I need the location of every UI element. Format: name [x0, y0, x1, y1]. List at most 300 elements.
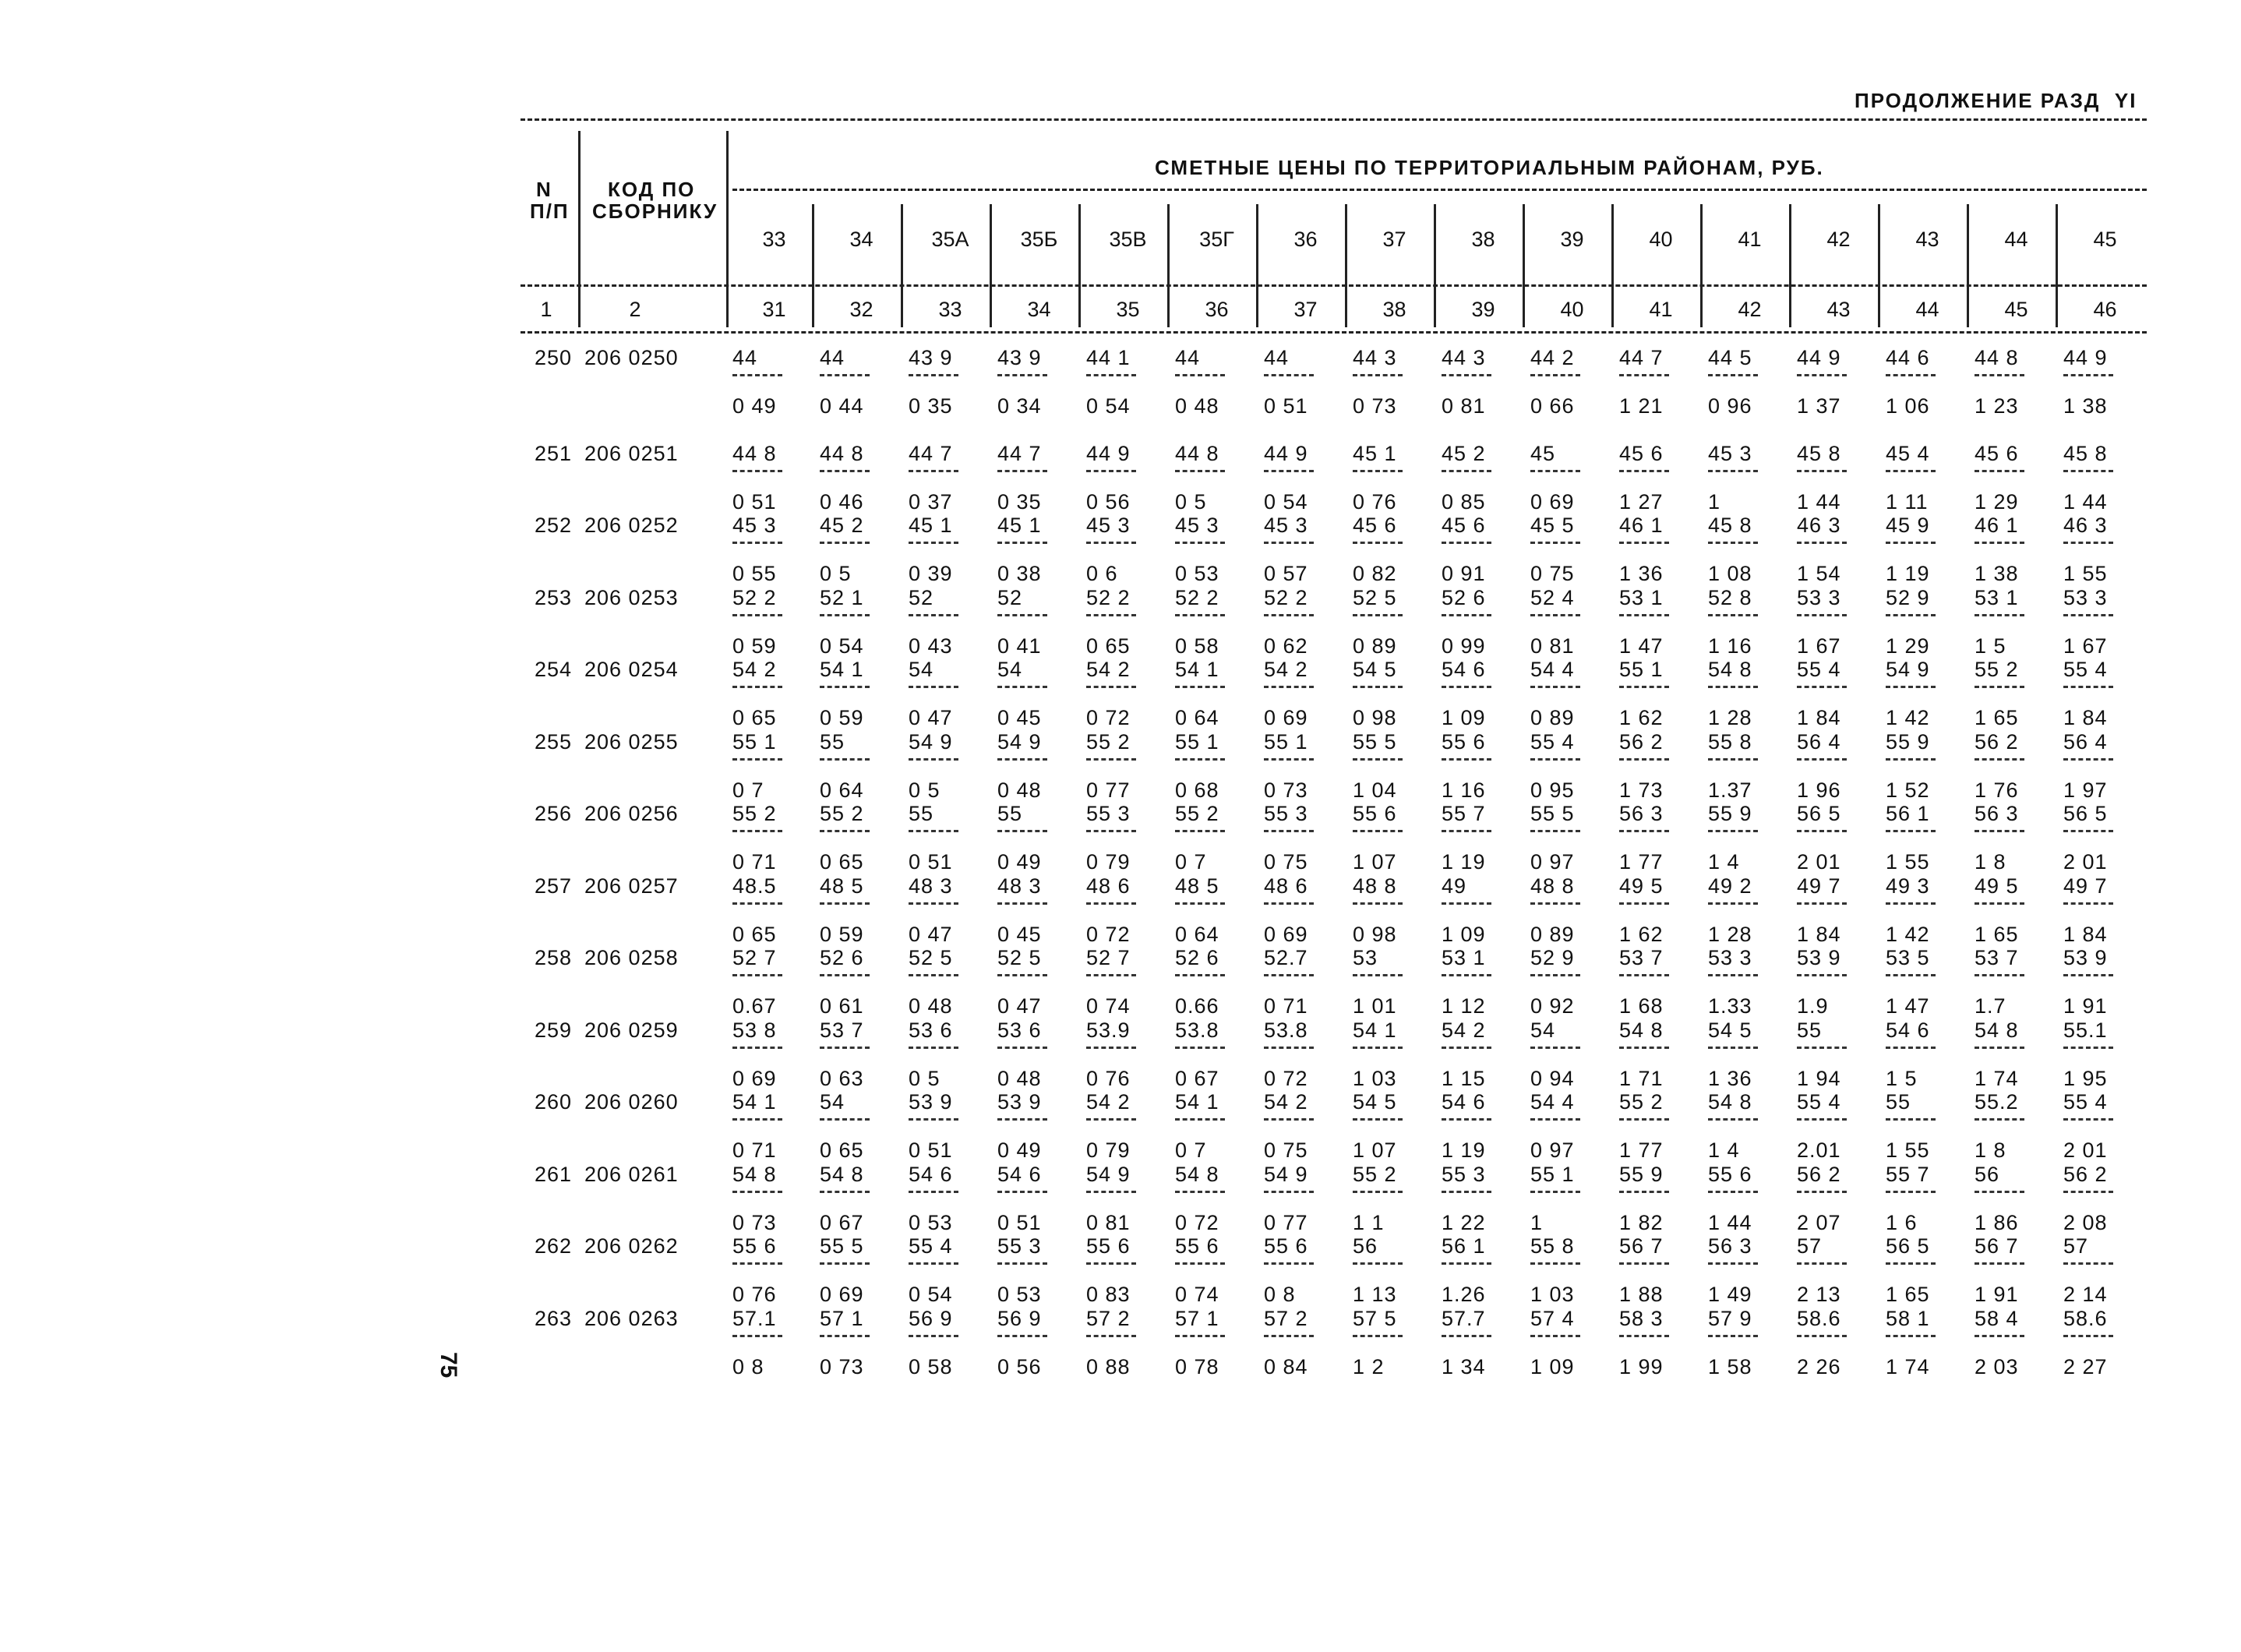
price-value-lower: 0 51: [997, 1210, 1042, 1234]
price-value-lower: 1 42: [1886, 706, 1930, 729]
price-value-lower: 0 65: [1086, 634, 1131, 658]
fraction-line: [1797, 1118, 1847, 1121]
fraction-line: [1619, 830, 1669, 832]
price-value-lower: 1 07: [1353, 1138, 1397, 1162]
price-value-lower: 2.01: [1797, 1138, 1841, 1162]
price-value: 45 1: [997, 514, 1042, 537]
price-value-lower: 0 66: [1530, 394, 1575, 418]
price-value-lower: 2 01: [2063, 850, 2108, 874]
price-value: 55 5: [1530, 802, 1575, 825]
fraction-line: [1264, 902, 1314, 905]
price-value: 55 9: [1886, 729, 1930, 754]
fraction-line: [1353, 1118, 1403, 1121]
fraction-line: [1086, 830, 1136, 832]
price-value: 49 5: [1619, 874, 1664, 898]
fraction-line: [2063, 374, 2113, 376]
district-header: 41: [1738, 228, 1762, 251]
price-value: 55 8: [1530, 1234, 1575, 1258]
price-value: 54 6: [1886, 1018, 1930, 1042]
price-value-lower: 0 48: [909, 994, 953, 1018]
price-value: 45 8: [1797, 441, 1841, 465]
price-value-lower: 1 84: [2063, 922, 2108, 946]
fraction-line: [1442, 1047, 1491, 1049]
price-value-lower: 1 71: [1619, 1066, 1664, 1090]
price-value: 54 9: [909, 729, 953, 754]
row-number: 251: [535, 441, 573, 465]
price-value: 48 3: [909, 874, 953, 898]
fraction-line: [1353, 1047, 1403, 1049]
price-value: 45 5: [1530, 514, 1575, 537]
fraction-line: [820, 830, 870, 832]
fraction-line: [1264, 1191, 1314, 1193]
row-code: 206 0257: [584, 874, 679, 898]
fraction-line: [909, 374, 958, 376]
price-value: 45 4: [1886, 441, 1930, 465]
fraction-line: [2063, 1262, 2113, 1265]
price-value: 54 8: [1708, 1090, 1752, 1114]
price-value: 54 1: [1353, 1018, 1397, 1042]
price-value: 54 8: [820, 1162, 864, 1186]
price-value-lower: 1 97: [2063, 778, 2108, 802]
price-value: 55 3: [1086, 802, 1131, 825]
price-value: 54 6: [1442, 658, 1486, 681]
fraction-line: [1442, 974, 1491, 976]
fraction-line: [1264, 614, 1314, 616]
price-value: 55 9: [1708, 802, 1752, 825]
price-value-lower: 1 37: [1797, 394, 1841, 418]
price-value: 48 3: [997, 874, 1042, 898]
fraction-line: [909, 1191, 958, 1193]
district-header: 44: [2004, 228, 2028, 251]
price-value-lower: 1.33: [1708, 994, 1752, 1018]
price-value: 55 1: [1175, 729, 1219, 754]
price-value-lower: 0 94: [1530, 1066, 1575, 1090]
price-value: 52 7: [1086, 946, 1131, 969]
district-header: 37: [1382, 228, 1406, 251]
fraction-line: [1175, 1262, 1225, 1265]
price-value: 53 7: [820, 1018, 864, 1042]
price-value-lower: 1 38: [2063, 394, 2108, 418]
fraction-line: [732, 686, 782, 688]
price-value: 54 2: [732, 658, 777, 681]
price-value-lower: 0 69: [1264, 922, 1308, 946]
price-value: 44: [820, 346, 845, 369]
fraction-line: [1353, 374, 1403, 376]
fraction-line: [997, 542, 1047, 544]
price-value: 54: [909, 658, 934, 681]
price-value: 55 1: [1264, 729, 1308, 754]
price-value: 44: [732, 346, 758, 369]
row-code: 206 0254: [584, 658, 679, 681]
price-value: 44: [1264, 346, 1290, 369]
fraction-line: [1086, 1262, 1136, 1265]
price-value-lower: 1 54: [1797, 562, 1841, 585]
price-value-lower: 0 84: [1264, 1354, 1308, 1378]
price-value: 53 8: [732, 1018, 777, 1042]
price-value: 55 4: [2063, 658, 2108, 681]
price-value-lower: 0 79: [1086, 1138, 1131, 1162]
price-value-lower: 1 03: [1353, 1066, 1397, 1090]
price-value-lower: 1.7: [1975, 994, 2006, 1018]
fraction-line: [1175, 1118, 1225, 1121]
price-value: 54 5: [1708, 1018, 1752, 1042]
fraction-line: [1353, 830, 1403, 832]
price-value-lower: 0 98: [1353, 922, 1397, 946]
price-value: 45 6: [1975, 441, 2019, 465]
price-value-lower: 0 64: [820, 778, 864, 802]
price-value: 54 5: [1353, 658, 1397, 681]
district-header: 35А: [931, 228, 969, 251]
price-value: 58 1: [1886, 1306, 1930, 1330]
fraction-line: [1353, 1335, 1403, 1337]
col-num: 2: [629, 298, 641, 321]
fraction-line: [1086, 614, 1136, 616]
price-value: 46 3: [1797, 514, 1841, 537]
fraction-line: [997, 1262, 1047, 1265]
fraction-line: [1797, 1047, 1847, 1049]
fraction-line: [1353, 974, 1403, 976]
fraction-line: [1264, 1262, 1314, 1265]
fraction-line: [732, 902, 782, 905]
price-value-lower: 2 27: [2063, 1354, 2108, 1378]
price-value-lower: 1 74: [1975, 1066, 2019, 1090]
fraction-line: [1175, 470, 1225, 472]
price-value-lower: 1 12: [1442, 994, 1486, 1018]
price-value-lower: 1 1: [1353, 1210, 1385, 1234]
price-value-lower: 0 58: [1175, 634, 1219, 658]
price-value: 53 1: [1619, 585, 1664, 609]
fraction-line: [1619, 974, 1669, 976]
fraction-line: [1797, 374, 1847, 376]
price-value-lower: 0 95: [1530, 778, 1575, 802]
price-value-lower: 0 67: [820, 1210, 864, 1234]
price-value-lower: 0 73: [820, 1354, 864, 1378]
price-value: 49 2: [1708, 874, 1752, 898]
price-value: 56: [1353, 1234, 1378, 1258]
fraction-line: [1797, 758, 1847, 761]
price-value: 52 2: [1086, 585, 1131, 609]
price-value-lower: 0 35: [997, 489, 1042, 514]
price-value-lower: 0 48: [997, 1066, 1042, 1090]
fraction-line: [1619, 1118, 1669, 1121]
fraction-line: [732, 542, 782, 544]
price-value: 57: [2063, 1234, 2089, 1258]
fraction-line: [1975, 614, 2024, 616]
price-value: 55 2: [1619, 1090, 1664, 1114]
price-value: 44 6: [1886, 346, 1930, 369]
price-value: 57: [1797, 1234, 1823, 1258]
fraction-line: [1886, 1047, 1936, 1049]
price-value: 54 8: [1975, 1018, 2019, 1042]
price-value: 45 1: [1353, 441, 1397, 465]
fraction-line: [1086, 1335, 1136, 1337]
price-value: 53 5: [1886, 946, 1930, 969]
price-value: 55 3: [1264, 802, 1308, 825]
price-value: 44 5: [1708, 346, 1752, 369]
price-value-lower: 0 79: [1086, 850, 1131, 874]
fraction-line: [909, 902, 958, 905]
fraction-line: [1175, 830, 1225, 832]
price-value: 58.6: [2063, 1306, 2108, 1330]
fraction-line: [909, 470, 958, 472]
price-value-lower: 0 53: [1175, 562, 1219, 585]
fraction-line: [1797, 1191, 1847, 1193]
price-value-lower: 1: [1530, 1210, 1544, 1234]
col-num: 43: [1826, 298, 1851, 321]
price-value-lower: 1 55: [1886, 1138, 1930, 1162]
price-value: 44 9: [1086, 441, 1131, 465]
price-value-lower: 1 29: [1975, 489, 2019, 514]
price-value-lower: 0 44: [820, 394, 864, 418]
price-value-lower: 0 46: [820, 489, 864, 514]
price-value: 54 1: [1175, 1090, 1219, 1114]
price-value-lower: 0 97: [1530, 1138, 1575, 1162]
price-value-lower: 0 57: [1264, 562, 1308, 585]
price-value: 56 7: [1975, 1234, 2019, 1258]
fraction-line: [1264, 1047, 1314, 1049]
fraction-line: [1530, 470, 1580, 472]
price-value: 49 5: [1975, 874, 2019, 898]
price-value-lower: 0 73: [1353, 394, 1397, 418]
fraction-line: [1886, 758, 1936, 761]
price-value: 44 7: [1619, 346, 1664, 369]
fraction-line: [1175, 902, 1225, 905]
fraction-line: [1353, 542, 1403, 544]
fraction-line: [1886, 1118, 1936, 1121]
price-value-lower: 0 75: [1264, 1138, 1308, 1162]
price-value-lower: 0 82: [1353, 562, 1397, 585]
fraction-line: [997, 1191, 1047, 1193]
row-number: 256: [535, 802, 573, 825]
price-value-lower: 0 77: [1086, 778, 1131, 802]
num-label: N: [536, 178, 552, 201]
col-num: 44: [1915, 298, 1939, 321]
price-value-lower: 0 47: [909, 706, 953, 729]
price-value-lower: 1 88: [1619, 1283, 1664, 1306]
fraction-line: [1530, 1191, 1580, 1193]
price-value: 56 1: [1442, 1234, 1486, 1258]
fraction-line: [1442, 1118, 1491, 1121]
price-value: 45 3: [1086, 514, 1131, 537]
price-value-lower: 2 08: [2063, 1210, 2108, 1234]
price-value: 44 9: [2063, 346, 2108, 369]
price-value: 55: [997, 802, 1023, 825]
price-value: 56 2: [1797, 1162, 1841, 1186]
header-top-rule: [521, 118, 2147, 121]
fraction-line: [909, 1118, 958, 1121]
price-value-lower: 1 62: [1619, 922, 1664, 946]
price-value: 58 3: [1619, 1306, 1664, 1330]
price-value-lower: 1 09: [1530, 1354, 1575, 1378]
price-value: 56 1: [1886, 802, 1930, 825]
fraction-line: [1175, 1191, 1225, 1193]
fraction-line: [732, 470, 782, 472]
price-value: 44: [1175, 346, 1201, 369]
fraction-line: [997, 758, 1047, 761]
fraction-line: [997, 686, 1047, 688]
fraction-line: [732, 1191, 782, 1193]
price-value-lower: 2 26: [1797, 1354, 1841, 1378]
price-value-lower: 1 4: [1708, 850, 1740, 874]
price-value: 55.1: [2063, 1018, 2108, 1042]
price-value: 46 3: [2063, 514, 2108, 537]
district-header: 36: [1293, 228, 1318, 251]
price-value-lower: 0 7: [732, 778, 764, 802]
price-value-lower: 0 5: [820, 562, 852, 585]
price-value: 52 6: [1175, 946, 1219, 969]
price-value-lower: 1.26: [1442, 1283, 1486, 1306]
fraction-line: [909, 974, 958, 976]
row-number: 261: [535, 1162, 573, 1186]
price-value-lower: 0 47: [909, 922, 953, 946]
price-value: 44 8: [732, 441, 777, 465]
price-value-lower: 0 71: [732, 1138, 777, 1162]
price-value: 52 2: [1264, 585, 1308, 609]
fraction-line: [1175, 974, 1225, 976]
fraction-line: [909, 542, 958, 544]
price-value: 49 7: [2063, 874, 2108, 898]
price-value-lower: 0 98: [1353, 706, 1397, 729]
price-value-lower: 0 64: [1175, 922, 1219, 946]
fraction-line: [1975, 830, 2024, 832]
price-value-lower: 0 78: [1175, 1354, 1219, 1378]
price-value: 54 6: [909, 1162, 953, 1186]
price-value-lower: 1 77: [1619, 850, 1664, 874]
district-header: 43: [1915, 228, 1939, 251]
fraction-line: [1797, 686, 1847, 688]
col-num: 35: [1116, 298, 1140, 321]
price-value-lower: 0 54: [820, 634, 864, 658]
price-value-lower: 0 96: [1708, 394, 1752, 418]
price-value-lower: 0 73: [732, 1210, 777, 1234]
fraction-line: [820, 542, 870, 544]
price-value: 45 6: [1442, 514, 1486, 537]
price-value: 55 4: [1530, 729, 1575, 754]
fraction-line: [1086, 1118, 1136, 1121]
price-value: 55 3: [997, 1234, 1042, 1258]
price-value: 54 2: [1264, 658, 1308, 681]
price-value: 56 4: [1797, 729, 1841, 754]
price-value: 45 8: [1708, 514, 1752, 537]
continuation-header: ПРОДОЛЖЕНИЕ РАЗД YI: [1855, 89, 2137, 112]
price-value-lower: 0 69: [732, 1066, 777, 1090]
price-value: 44 3: [1353, 346, 1397, 369]
price-value: 55 2: [732, 802, 777, 825]
fraction-line: [1975, 758, 2024, 761]
fraction-line: [1708, 1118, 1758, 1121]
price-value-lower: 0 65: [820, 1138, 864, 1162]
fraction-line: [732, 830, 782, 832]
price-value: 55 1: [1530, 1162, 1575, 1186]
fraction-line: [1353, 614, 1403, 616]
fraction-line: [820, 470, 870, 472]
price-value-lower: 0 81: [1530, 634, 1575, 658]
fraction-line: [1975, 902, 2024, 905]
price-value-lower: 0 49: [997, 850, 1042, 874]
fraction-line: [909, 758, 958, 761]
fraction-line: [1975, 470, 2024, 472]
fraction-line: [1175, 686, 1225, 688]
price-value: 52: [909, 585, 934, 609]
fraction-line: [1708, 830, 1758, 832]
district-header: 35Б: [1020, 228, 1058, 251]
price-value-lower: 1 49: [1708, 1283, 1752, 1306]
col-num: 39: [1471, 298, 1495, 321]
fraction-line: [1619, 614, 1669, 616]
price-value: 45 8: [2063, 441, 2108, 465]
price-value-lower: 0 85: [1442, 489, 1486, 514]
fraction-line: [1619, 1191, 1669, 1193]
price-value: 54 8: [1619, 1018, 1664, 1042]
price-value-lower: 0 74: [1175, 1283, 1219, 1306]
fraction-line: [1975, 1047, 2024, 1049]
fraction-line: [1264, 470, 1314, 472]
fraction-line: [1619, 686, 1669, 688]
price-value-lower: 1 16: [1708, 634, 1752, 658]
price-value-lower: 0 75: [1530, 562, 1575, 585]
price-value-lower: 0 97: [1530, 850, 1575, 874]
price-value-lower: 1 91: [2063, 994, 2108, 1018]
row-code: 206 0259: [584, 1018, 679, 1042]
price-value-lower: 1 03: [1530, 1283, 1575, 1306]
price-value-lower: 0 65: [820, 850, 864, 874]
fraction-line: [1175, 1335, 1225, 1337]
price-value: 52 5: [909, 946, 953, 969]
fraction-line: [997, 470, 1047, 472]
fraction-line: [1264, 758, 1314, 761]
price-value: 53 9: [1797, 946, 1841, 969]
price-value: 54 1: [732, 1090, 777, 1114]
price-value-lower: 1 07: [1353, 850, 1397, 874]
col-num: 34: [1027, 298, 1051, 321]
price-value: 55 2: [1975, 658, 2019, 681]
price-value-lower: 0 72: [1175, 1210, 1219, 1234]
price-value: 45 2: [1442, 441, 1486, 465]
price-value-lower: 2 07: [1797, 1210, 1841, 1234]
col-num: 33: [938, 298, 962, 321]
fraction-line: [820, 758, 870, 761]
fraction-line: [1442, 542, 1491, 544]
price-value-lower: 1 42: [1886, 922, 1930, 946]
fraction-line: [1975, 686, 2024, 688]
price-value-lower: 0 35: [909, 394, 953, 418]
price-value-lower: 0 89: [1530, 922, 1575, 946]
price-value-lower: 0 34: [997, 394, 1042, 418]
price-value-lower: 2 03: [1975, 1354, 2019, 1378]
price-value: 54 1: [820, 658, 864, 681]
price-value-lower: 1 73: [1619, 778, 1664, 802]
price-value-lower: 1 47: [1619, 634, 1664, 658]
price-value: 55 7: [1442, 802, 1486, 825]
price-value: 57 1: [1175, 1306, 1219, 1330]
price-value: 56 5: [1886, 1234, 1930, 1258]
fraction-line: [1886, 686, 1936, 688]
price-value-lower: 0 69: [820, 1283, 864, 1306]
price-value-lower: 1 62: [1619, 706, 1664, 729]
price-value-lower: 0 7: [1175, 850, 1207, 874]
price-value-lower: 1 77: [1619, 1138, 1664, 1162]
row-code: 206 0258: [584, 946, 679, 969]
price-value: 55 5: [820, 1234, 864, 1258]
price-value: 45 9: [1886, 514, 1930, 537]
price-value-lower: 0 62: [1264, 634, 1308, 658]
price-value-lower: 1 38: [1975, 562, 2019, 585]
price-value-lower: 1 04: [1353, 778, 1397, 802]
fraction-line: [1530, 686, 1580, 688]
price-value-lower: 0 76: [1353, 489, 1397, 514]
price-value-lower: 1.37: [1708, 778, 1752, 802]
col-num: 42: [1738, 298, 1762, 321]
